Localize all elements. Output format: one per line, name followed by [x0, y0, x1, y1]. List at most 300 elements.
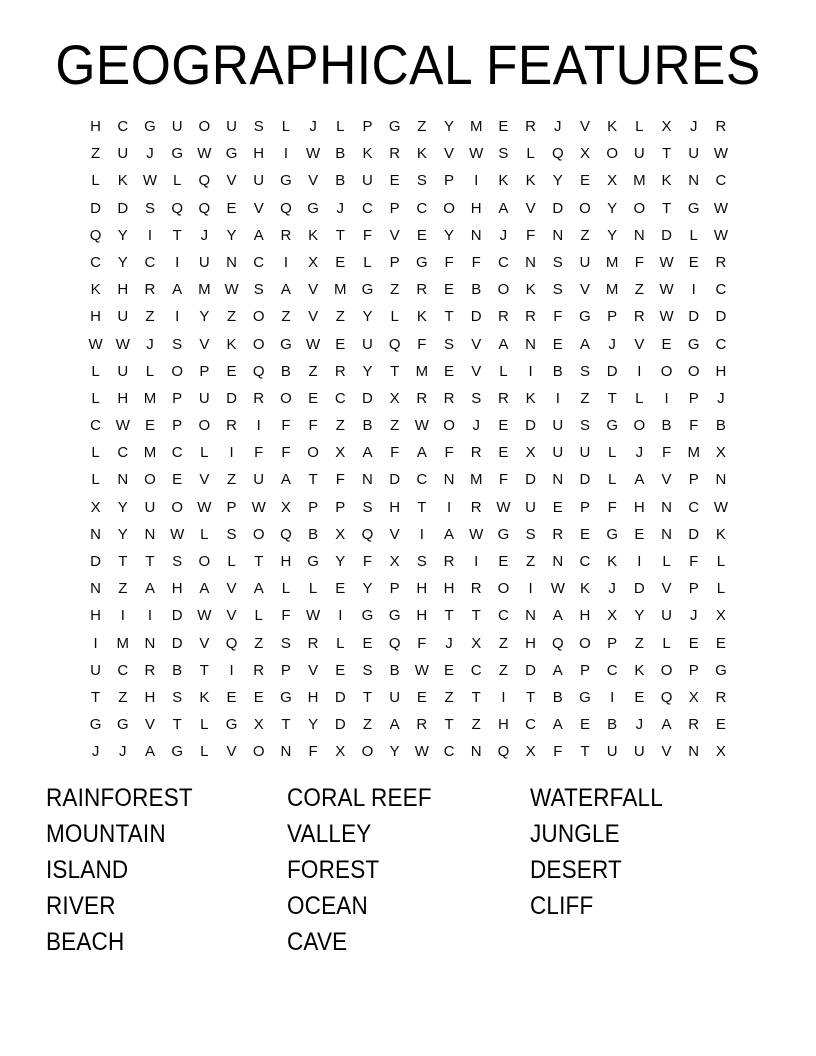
grid-cell[interactable]: Y	[444, 118, 455, 135]
grid-cell[interactable]: N	[90, 580, 102, 598]
grid-cell[interactable]: N	[470, 743, 482, 761]
grid-cell[interactable]: J	[499, 226, 508, 244]
grid-cell[interactable]: V	[579, 281, 590, 299]
grid-cell[interactable]: I	[637, 362, 642, 380]
grid-cell[interactable]: J	[200, 226, 209, 244]
grid-cell[interactable]: R	[715, 118, 727, 135]
grid-cell[interactable]: R	[280, 226, 292, 244]
grid-cell[interactable]: E	[226, 362, 237, 380]
grid-cell[interactable]: T	[471, 688, 481, 706]
grid-cell[interactable]: E	[335, 335, 346, 353]
grid-cell[interactable]: A	[552, 716, 563, 734]
grid-cell[interactable]: L	[254, 607, 263, 625]
grid-cell[interactable]: V	[226, 172, 237, 190]
grid-cell[interactable]: F	[553, 743, 563, 761]
grid-cell[interactable]: T	[308, 471, 318, 489]
grid-cell[interactable]: N	[688, 172, 700, 190]
grid-cell[interactable]: Y	[362, 308, 373, 326]
word-list-item[interactable]: JUNGLE	[530, 820, 620, 848]
grid-cell[interactable]: Z	[580, 389, 590, 407]
grid-cell[interactable]: F	[281, 444, 291, 462]
grid-cell[interactable]: X	[90, 498, 101, 516]
grid-cell[interactable]: Q	[280, 199, 292, 217]
grid-cell[interactable]: F	[417, 335, 427, 353]
grid-cell[interactable]: S	[579, 417, 590, 435]
grid-cell[interactable]: C	[525, 716, 537, 734]
grid-cell[interactable]: L	[336, 118, 345, 135]
grid-cell[interactable]: B	[335, 172, 346, 190]
grid-cell[interactable]: G	[579, 688, 591, 706]
grid-cell[interactable]: I	[338, 607, 343, 625]
grid-cell[interactable]: D	[334, 688, 346, 706]
grid-cell[interactable]: W	[170, 525, 185, 543]
grid-cell[interactable]: W	[414, 661, 429, 679]
grid-cell[interactable]: T	[281, 716, 291, 734]
grid-cell[interactable]: O	[443, 199, 455, 217]
grid-cell[interactable]: T	[444, 716, 454, 734]
grid-cell[interactable]: T	[444, 308, 454, 326]
grid-cell[interactable]: Z	[118, 688, 128, 706]
grid-cell[interactable]: E	[688, 634, 699, 652]
grid-cell[interactable]: F	[335, 471, 345, 489]
grid-cell[interactable]: K	[607, 553, 618, 570]
grid-cell[interactable]: G	[144, 118, 156, 135]
grid-cell[interactable]: W	[197, 607, 212, 625]
grid-cell[interactable]: O	[579, 199, 591, 217]
grid-cell[interactable]: X	[280, 498, 291, 516]
grid-cell[interactable]: S	[226, 525, 237, 543]
grid-cell[interactable]: J	[717, 389, 725, 407]
grid-cell[interactable]: E	[416, 688, 427, 706]
grid-cell[interactable]: P	[579, 661, 590, 679]
grid-cell[interactable]: T	[118, 553, 128, 570]
grid-cell[interactable]: C	[117, 444, 129, 462]
grid-cell[interactable]: V	[199, 471, 210, 489]
grid-cell[interactable]: G	[280, 335, 292, 353]
grid-cell[interactable]: X	[661, 118, 672, 135]
grid-cell[interactable]: V	[144, 716, 155, 734]
grid-cell[interactable]: E	[552, 335, 563, 353]
grid-cell[interactable]: H	[470, 199, 482, 217]
grid-cell[interactable]: Q	[388, 335, 401, 353]
grid-cell[interactable]: E	[335, 661, 346, 679]
grid-cell[interactable]: P	[607, 634, 618, 652]
grid-cell[interactable]: O	[660, 362, 673, 380]
grid-cell[interactable]: T	[661, 145, 672, 163]
grid-cell[interactable]: I	[120, 607, 125, 625]
word-list-item[interactable]: ISLAND	[46, 856, 129, 884]
grid-cell[interactable]: K	[525, 389, 536, 407]
grid-cell[interactable]: L	[227, 553, 236, 570]
grid-cell[interactable]: X	[715, 444, 726, 462]
grid-cell[interactable]: A	[199, 580, 210, 598]
grid-cell[interactable]: D	[470, 308, 482, 326]
grid-cell[interactable]: A	[634, 471, 645, 489]
grid-cell[interactable]: X	[525, 444, 536, 462]
grid-cell[interactable]: C	[117, 661, 129, 679]
grid-cell[interactable]: S	[498, 145, 509, 163]
grid-cell[interactable]: V	[226, 580, 237, 598]
grid-cell[interactable]: F	[362, 553, 373, 570]
grid-cell[interactable]: I	[610, 688, 615, 706]
grid-cell[interactable]: U	[362, 335, 373, 353]
grid-cell[interactable]: V	[253, 199, 264, 217]
grid-cell[interactable]: Y	[552, 172, 563, 190]
grid-cell[interactable]: B	[280, 362, 291, 380]
grid-cell[interactable]: P	[199, 362, 210, 380]
grid-cell[interactable]: Y	[444, 226, 455, 244]
grid-cell[interactable]: D	[525, 417, 537, 435]
grid-cell[interactable]: E	[335, 253, 346, 271]
grid-cell[interactable]: K	[715, 525, 726, 543]
grid-cell[interactable]: S	[444, 335, 455, 353]
grid-cell[interactable]: Q	[89, 226, 102, 244]
grid-cell[interactable]: J	[689, 118, 698, 135]
grid-cell[interactable]: U	[144, 498, 156, 516]
grid-cell[interactable]: E	[226, 688, 237, 706]
grid-cell[interactable]: X	[715, 607, 726, 625]
grid-cell[interactable]: D	[606, 362, 618, 380]
grid-cell[interactable]: H	[416, 607, 428, 625]
grid-cell[interactable]: A	[552, 661, 563, 679]
grid-cell[interactable]: T	[145, 553, 155, 570]
grid-cell[interactable]: K	[634, 661, 645, 679]
grid-cell[interactable]: R	[633, 308, 645, 326]
grid-cell[interactable]: F	[444, 253, 454, 271]
grid-cell[interactable]: V	[661, 471, 672, 489]
grid-cell[interactable]: S	[362, 661, 373, 679]
grid-cell[interactable]: H	[253, 145, 265, 163]
grid-cell[interactable]: V	[308, 308, 319, 326]
grid-cell[interactable]: I	[664, 389, 669, 407]
grid-cell[interactable]: E	[444, 281, 455, 299]
grid-cell[interactable]: P	[172, 417, 183, 435]
grid-cell[interactable]: E	[498, 118, 509, 135]
grid-cell[interactable]: A	[416, 444, 427, 462]
grid-cell[interactable]: X	[389, 389, 400, 407]
grid-cell[interactable]: P	[579, 498, 590, 516]
grid-cell[interactable]: Z	[145, 308, 155, 326]
grid-cell[interactable]: K	[661, 172, 672, 190]
grid-cell[interactable]: Y	[308, 716, 319, 734]
grid-cell[interactable]: G	[579, 308, 591, 326]
grid-cell[interactable]: T	[580, 743, 590, 761]
grid-cell[interactable]: W	[496, 498, 511, 516]
grid-cell[interactable]: A	[144, 743, 155, 761]
grid-cell[interactable]: E	[444, 661, 455, 679]
grid-cell[interactable]: N	[688, 743, 700, 761]
grid-cell[interactable]: P	[335, 498, 346, 516]
grid-cell[interactable]: O	[171, 498, 183, 516]
grid-cell[interactable]: S	[172, 335, 183, 353]
grid-cell[interactable]: F	[498, 471, 508, 489]
grid-cell[interactable]: Y	[607, 199, 618, 217]
grid-cell[interactable]: I	[147, 226, 153, 244]
grid-cell[interactable]: H	[144, 688, 156, 706]
grid-cell[interactable]: F	[689, 417, 699, 435]
grid-cell[interactable]: P	[389, 253, 400, 271]
grid-cell[interactable]: L	[91, 362, 100, 380]
grid-cell[interactable]: I	[474, 553, 479, 570]
grid-cell[interactable]: T	[199, 661, 209, 679]
grid-cell[interactable]: D	[171, 607, 183, 625]
grid-cell[interactable]: Q	[388, 634, 401, 652]
grid-cell[interactable]: Z	[634, 281, 644, 299]
grid-cell[interactable]: L	[662, 553, 671, 570]
grid-cell[interactable]: W	[224, 281, 239, 299]
grid-cell[interactable]: D	[389, 471, 401, 489]
grid-cell[interactable]: B	[172, 661, 183, 679]
grid-cell[interactable]: M	[687, 444, 700, 462]
grid-cell[interactable]: U	[171, 118, 183, 135]
word-list-item[interactable]: MOUNTAIN	[46, 820, 166, 848]
grid-cell[interactable]: W	[306, 335, 321, 353]
grid-cell[interactable]: T	[335, 226, 345, 244]
grid-cell[interactable]: D	[633, 580, 645, 598]
grid-cell[interactable]: Z	[362, 716, 373, 734]
grid-cell[interactable]: L	[281, 580, 291, 598]
grid-cell[interactable]: I	[528, 580, 533, 598]
grid-cell[interactable]: T	[91, 688, 101, 706]
grid-cell[interactable]: R	[416, 281, 428, 299]
grid-cell[interactable]: S	[172, 688, 183, 706]
grid-cell[interactable]: X	[525, 743, 536, 761]
grid-cell[interactable]: G	[606, 525, 618, 543]
grid-cell[interactable]: E	[308, 389, 319, 407]
grid-cell[interactable]: F	[308, 743, 318, 761]
grid-cell[interactable]: G	[687, 199, 700, 217]
grid-cell[interactable]: V	[199, 335, 210, 353]
grid-cell[interactable]: P	[389, 580, 400, 598]
grid-cell[interactable]: O	[307, 444, 319, 462]
grid-cell[interactable]: U	[633, 145, 645, 163]
grid-cell[interactable]: H	[497, 716, 509, 734]
grid-cell[interactable]: M	[198, 281, 211, 299]
grid-cell[interactable]: E	[715, 634, 726, 652]
grid-cell[interactable]: X	[389, 553, 400, 570]
grid-cell[interactable]: W	[306, 145, 321, 163]
grid-cell[interactable]: J	[635, 716, 644, 734]
grid-cell[interactable]: L	[91, 172, 100, 190]
grid-cell[interactable]: O	[252, 308, 265, 326]
grid-cell[interactable]: L	[526, 145, 535, 163]
grid-cell[interactable]: U	[117, 145, 129, 163]
grid-cell[interactable]: C	[688, 498, 700, 516]
grid-cell[interactable]: J	[472, 417, 480, 435]
grid-cell[interactable]: E	[498, 417, 509, 435]
grid-cell[interactable]: I	[229, 661, 234, 679]
grid-cell[interactable]: E	[335, 580, 346, 598]
grid-cell[interactable]: P	[172, 389, 183, 407]
grid-cell[interactable]: E	[144, 417, 155, 435]
grid-cell[interactable]: B	[389, 661, 400, 679]
grid-cell[interactable]: D	[688, 308, 700, 326]
grid-cell[interactable]: P	[688, 580, 699, 598]
grid-cell[interactable]: R	[416, 389, 428, 407]
grid-cell[interactable]: Z	[417, 118, 427, 135]
grid-cell[interactable]: R	[715, 688, 727, 706]
grid-cell[interactable]: R	[552, 525, 564, 543]
grid-cell[interactable]: K	[117, 172, 128, 190]
grid-cell[interactable]: N	[661, 498, 672, 516]
grid-cell[interactable]: V	[308, 281, 319, 299]
grid-cell[interactable]: F	[607, 498, 617, 516]
grid-cell[interactable]: F	[661, 444, 672, 462]
grid-cell[interactable]: Z	[226, 308, 237, 326]
grid-cell[interactable]: E	[498, 553, 509, 570]
grid-cell[interactable]: R	[443, 389, 455, 407]
grid-cell[interactable]: W	[713, 145, 728, 163]
grid-cell[interactable]: Y	[226, 226, 237, 244]
grid-cell[interactable]: Y	[607, 226, 618, 244]
grid-cell[interactable]: S	[416, 172, 427, 190]
grid-cell[interactable]: A	[172, 281, 183, 299]
grid-cell[interactable]: W	[115, 335, 130, 353]
grid-cell[interactable]: S	[144, 199, 155, 217]
grid-cell[interactable]: V	[308, 661, 319, 679]
grid-cell[interactable]: C	[443, 743, 455, 761]
grid-cell[interactable]: E	[634, 688, 645, 706]
grid-cell[interactable]: N	[362, 471, 373, 489]
grid-cell[interactable]: I	[283, 145, 288, 163]
grid-cell[interactable]: W	[550, 580, 565, 598]
grid-cell[interactable]: Y	[117, 498, 128, 516]
grid-cell[interactable]: R	[226, 417, 237, 435]
grid-cell[interactable]: M	[143, 389, 157, 407]
grid-cell[interactable]: H	[525, 634, 537, 652]
grid-cell[interactable]: E	[444, 362, 455, 380]
grid-cell[interactable]: I	[691, 281, 696, 299]
grid-cell[interactable]: F	[444, 444, 454, 462]
grid-cell[interactable]: E	[226, 199, 237, 217]
grid-cell[interactable]: I	[175, 308, 180, 326]
grid-cell[interactable]: E	[552, 498, 563, 516]
grid-cell[interactable]: X	[308, 253, 319, 271]
grid-cell[interactable]: U	[198, 389, 210, 407]
grid-cell[interactable]: N	[144, 634, 156, 652]
word-list-item[interactable]: FOREST	[287, 856, 380, 884]
grid-cell[interactable]: N	[552, 226, 564, 244]
grid-cell[interactable]: R	[253, 389, 265, 407]
grid-cell[interactable]: K	[579, 580, 590, 598]
grid-cell[interactable]: W	[713, 226, 728, 244]
grid-cell[interactable]: A	[498, 335, 509, 353]
grid-cell[interactable]: Z	[444, 688, 454, 706]
grid-cell[interactable]: J	[146, 335, 154, 353]
grid-cell[interactable]: H	[579, 607, 591, 625]
grid-cell[interactable]: H	[416, 580, 428, 598]
grid-cell[interactable]: H	[90, 118, 102, 135]
grid-cell[interactable]: T	[471, 607, 481, 625]
grid-cell[interactable]: G	[116, 716, 129, 734]
grid-cell[interactable]: O	[361, 743, 374, 761]
grid-cell[interactable]: E	[579, 525, 590, 543]
grid-cell[interactable]: Y	[117, 253, 128, 271]
grid-cell[interactable]: W	[197, 498, 212, 516]
grid-cell[interactable]: V	[226, 743, 237, 761]
grid-cell[interactable]: J	[336, 199, 345, 217]
grid-cell[interactable]: Z	[580, 226, 590, 244]
grid-cell[interactable]: T	[172, 226, 182, 244]
grid-cell[interactable]: M	[116, 634, 130, 652]
grid-cell[interactable]: D	[226, 389, 237, 407]
grid-cell[interactable]: W	[251, 498, 266, 516]
grid-cell[interactable]: N	[470, 226, 482, 244]
grid-cell[interactable]: U	[688, 145, 700, 163]
grid-cell[interactable]: R	[497, 308, 509, 326]
grid-cell[interactable]: N	[552, 471, 564, 489]
grid-cell[interactable]: T	[661, 199, 672, 217]
word-list-item[interactable]: VALLEY	[287, 820, 372, 848]
grid-cell[interactable]: J	[608, 580, 616, 598]
grid-cell[interactable]: H	[90, 308, 102, 326]
grid-cell[interactable]: Q	[361, 525, 374, 543]
grid-cell[interactable]: A	[253, 580, 264, 598]
grid-cell[interactable]: H	[171, 580, 183, 598]
grid-cell[interactable]: I	[229, 444, 234, 462]
grid-cell[interactable]: R	[144, 281, 156, 299]
grid-cell[interactable]: C	[144, 253, 156, 271]
grid-cell[interactable]: B	[552, 362, 563, 380]
grid-cell[interactable]: N	[525, 335, 537, 353]
grid-cell[interactable]: C	[117, 118, 129, 135]
grid-cell[interactable]: F	[254, 444, 264, 462]
grid-cell[interactable]: T	[607, 389, 617, 407]
grid-cell[interactable]: B	[715, 417, 726, 435]
grid-cell[interactable]: P	[389, 199, 400, 217]
grid-cell[interactable]: V	[199, 634, 210, 652]
grid-cell[interactable]: W	[659, 281, 674, 299]
grid-cell[interactable]: W	[142, 172, 158, 190]
grid-cell[interactable]: T	[526, 688, 536, 706]
grid-cell[interactable]: F	[471, 253, 481, 271]
grid-cell[interactable]: U	[90, 661, 102, 679]
grid-cell[interactable]: Z	[91, 145, 101, 163]
grid-cell[interactable]: U	[661, 607, 672, 625]
grid-cell[interactable]: U	[117, 308, 129, 326]
grid-cell[interactable]: A	[280, 281, 291, 299]
grid-cell[interactable]: C	[470, 661, 482, 679]
grid-cell[interactable]: Q	[171, 199, 183, 217]
grid-cell[interactable]: N	[90, 525, 102, 543]
grid-cell[interactable]: M	[605, 253, 619, 271]
grid-cell[interactable]: Q	[497, 743, 510, 761]
grid-cell[interactable]: J	[309, 118, 317, 135]
grid-cell[interactable]: Z	[390, 417, 400, 435]
grid-cell[interactable]: D	[90, 199, 102, 217]
grid-cell[interactable]: R	[688, 716, 700, 734]
grid-cell[interactable]: F	[281, 417, 291, 435]
word-list-item[interactable]: OCEAN	[287, 892, 368, 920]
grid-cell[interactable]: I	[93, 634, 98, 652]
grid-cell[interactable]: K	[362, 145, 373, 163]
grid-cell[interactable]: T	[390, 362, 400, 380]
grid-cell[interactable]: U	[198, 253, 210, 271]
grid-cell[interactable]: F	[526, 226, 536, 244]
grid-cell[interactable]: N	[552, 553, 564, 570]
grid-cell[interactable]: L	[91, 444, 100, 462]
grid-cell[interactable]: G	[388, 607, 401, 625]
grid-cell[interactable]: T	[444, 607, 454, 625]
grid-cell[interactable]: Z	[498, 634, 508, 652]
grid-cell[interactable]: O	[252, 335, 265, 353]
grid-cell[interactable]: U	[552, 444, 564, 462]
grid-cell[interactable]: L	[635, 118, 644, 135]
grid-cell[interactable]: G	[280, 172, 292, 190]
grid-cell[interactable]: G	[715, 661, 727, 679]
grid-cell[interactable]: M	[605, 281, 619, 299]
grid-cell[interactable]: U	[579, 444, 591, 462]
